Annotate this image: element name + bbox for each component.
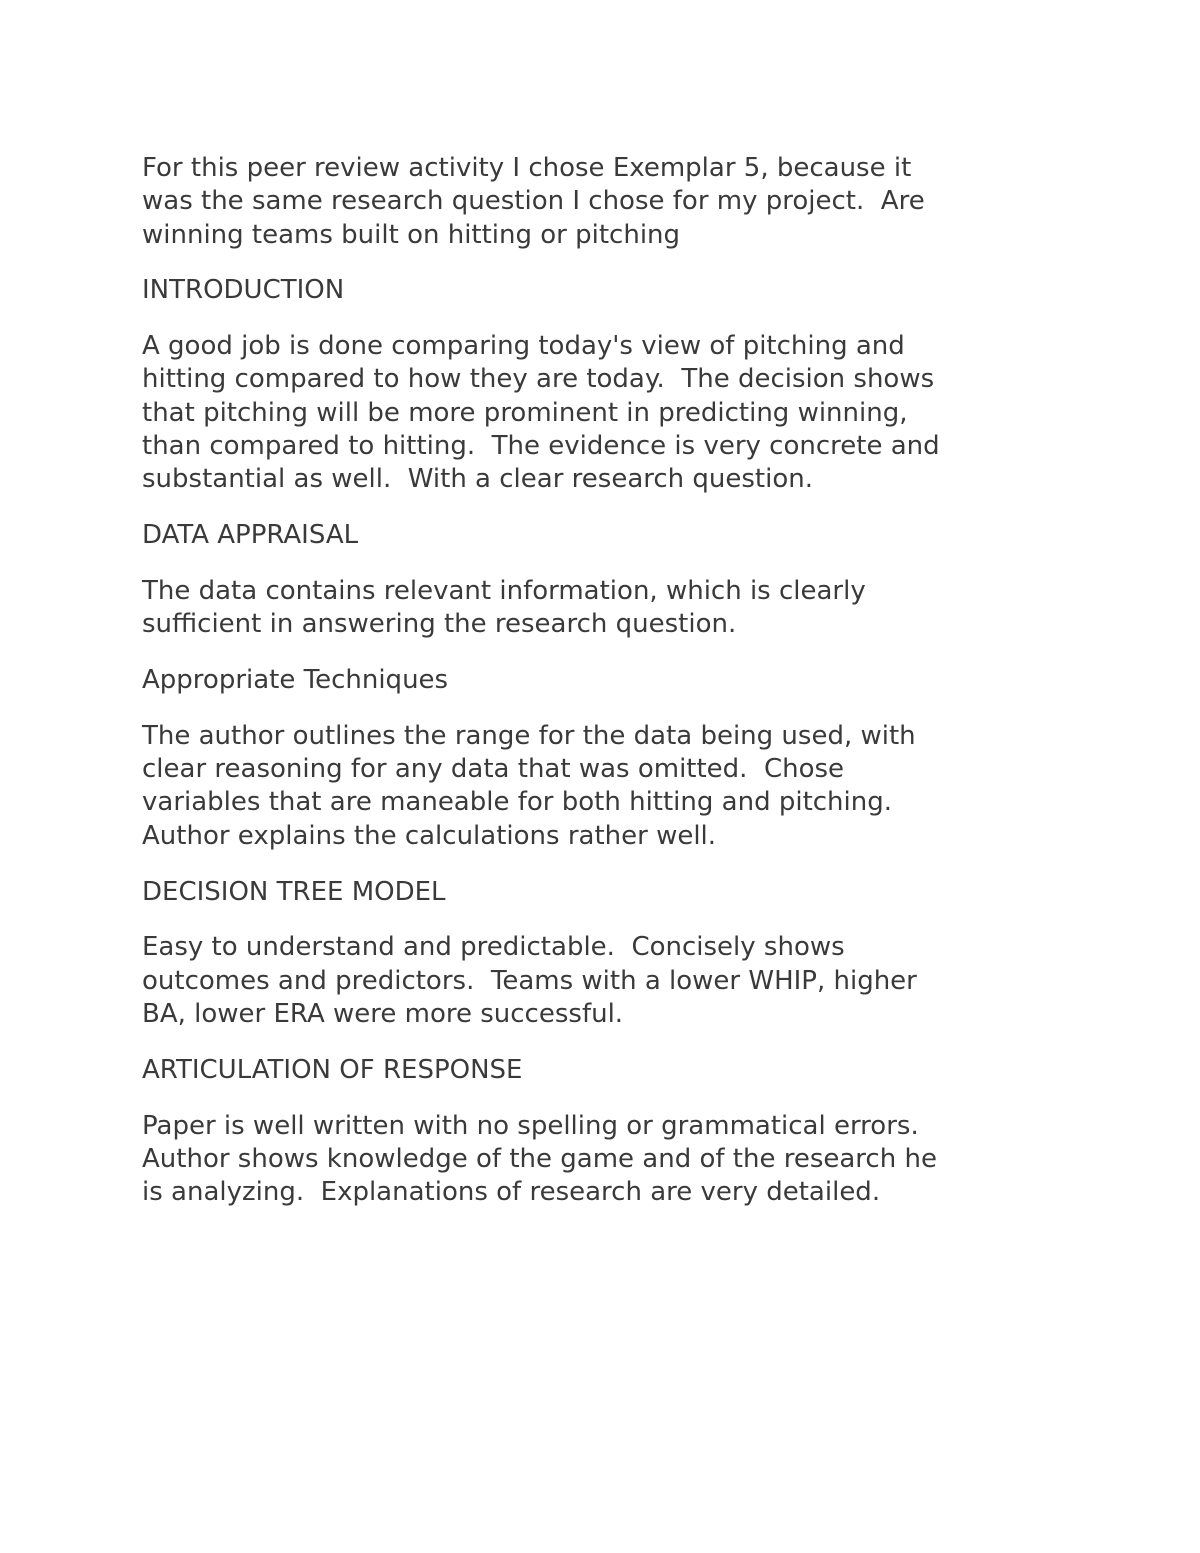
paragraph-line: Easy to understand and predictable. Concisely shows [142,932,845,963]
paragraph-line: Paper is well written with no spelling or grammatical errors. [142,1110,919,1141]
decision-tree-model-paragraph [142,931,1042,1031]
intro-line: was the same research question I chose for my project. Are [142,186,925,217]
paragraph-line: Author shows knowledge of the game and of the research he [142,1143,937,1174]
intro-line: winning teams built on hitting or pitching [142,219,681,250]
paragraph-line: substantial as well. With a clear research question. [142,464,813,495]
document-body [142,152,1042,1232]
intro-line: For this peer review activity I chose Exemplar 5, because it [142,153,912,183]
paragraph-line: Author explains the calculations rather well. [142,820,717,851]
paragraph-line: outcomes and predictors. Teams with a lower WHIP, higher [142,965,917,996]
appropriate-techniques-paragraph [142,720,1042,853]
paragraph-line: than compared to hitting. The evidence is very concrete and [142,431,940,462]
introduction-paragraph [142,330,1042,496]
paragraph-line: hitting compared to how they are today. The decision shows [142,364,935,395]
paragraph-line: clear reasoning for any data that was omitted. Chose [142,754,845,785]
intro-paragraph [142,152,1042,252]
paragraph-line: sufficient in answering the research question. [142,609,737,640]
paragraph-line: is analyzing. Explanations of research are very detailed. [142,1177,881,1208]
section-heading-decision-tree-model: DECISION TREE MODEL [142,876,446,907]
paragraph-line: that pitching will be more prominent in predicting winning, [142,397,908,428]
paragraph-line: A good job is done comparing today's view of pitching and [142,331,905,362]
paragraph-line: BA, lower ERA were more successful. [142,998,624,1029]
section-heading-articulation-of-response: ARTICULATION OF RESPONSE [142,1054,523,1085]
data-appraisal-paragraph [142,575,1042,642]
paragraph-line: variables that are maneable for both hitting and pitching. [142,787,893,818]
section-heading-introduction: INTRODUCTION [142,275,345,306]
paragraph-line: The author outlines the range for the data being used, with [142,720,916,751]
section-heading-appropriate-techniques: Appropriate Techniques [142,665,449,696]
articulation-of-response-paragraph [142,1110,1042,1210]
paragraph-line: The data contains relevant information, which is clearly [142,575,866,606]
section-heading-data-appraisal: DATA APPRAISAL [142,520,359,551]
